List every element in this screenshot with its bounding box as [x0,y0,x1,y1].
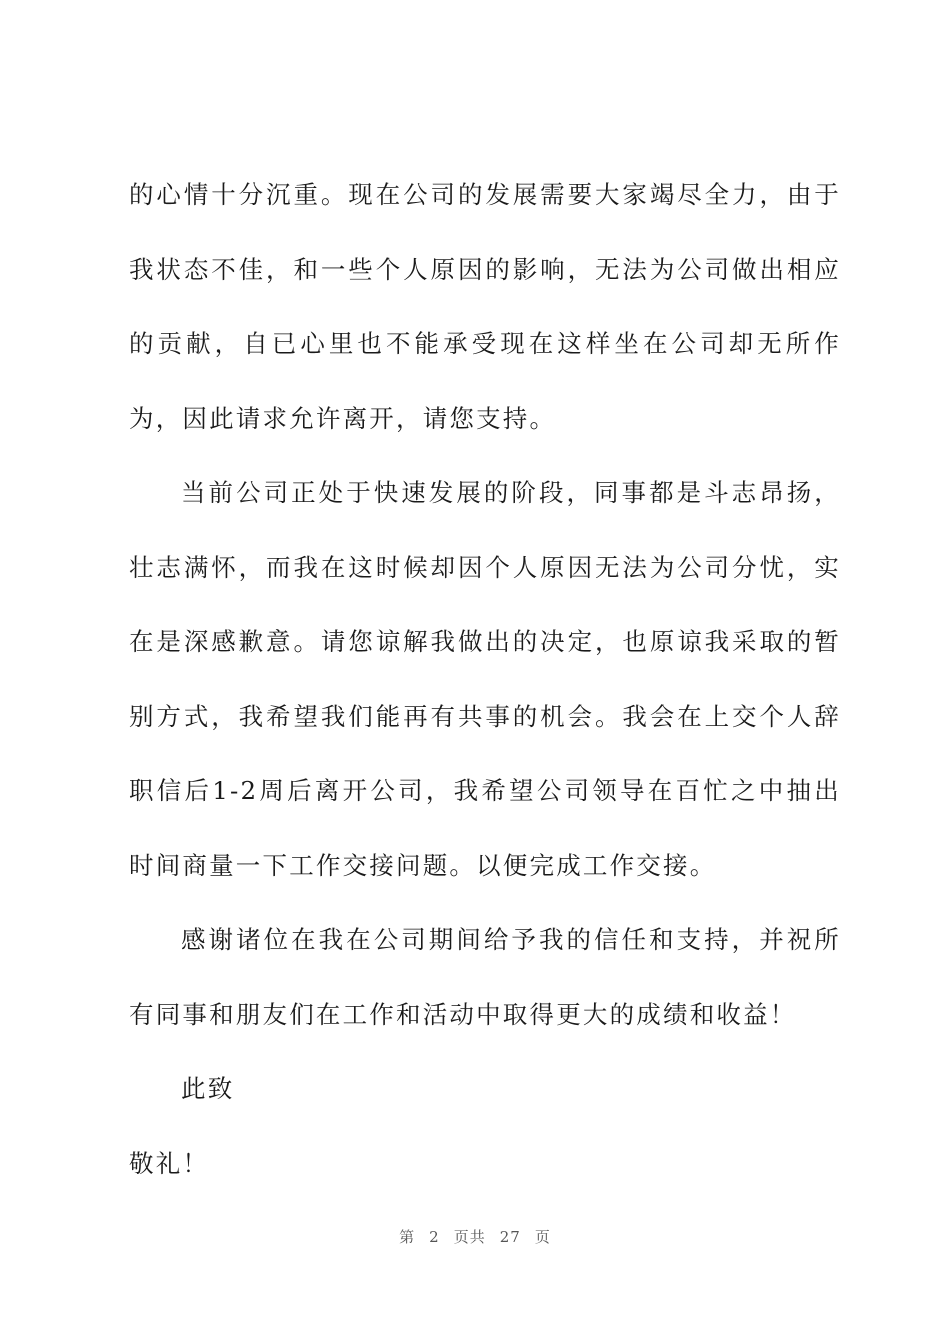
paragraph-continuation: 的心情十分沉重。现在公司的发展需要大家竭尽全力，由于我状态不佳，和一些个人原因的影响，无法为公司做出相应的贡献，自已心里也不能承受现在这样坐在公司却无所作为，因此请求允许离开，请您支持。 [129,180,841,433]
footer-total-pages: 27 [499,1228,521,1246]
footer-current-page: 2 [429,1228,440,1246]
closing-regards: 敬礼！ [129,1148,210,1178]
footer-suffix: 页 [534,1228,551,1246]
page-number-footer [0,1226,950,1247]
paragraph-thanks: 感谢诸位在我在公司期间给予我的信任和支持，并祝所有同事和朋友们在工作和活动中取得更大的成绩和收益！ [129,925,841,1029]
paragraph-company-development: 当前公司正处于快速发展的阶段，同事都是斗志昂扬，壮志满怀，而我在这时候却因个人原因无法为公司分忧，实在是深感歉意。请您谅解我做出的决定，也原谅我采取的暂别方式，我希望我们能再有共事的机会。我会在上交个人辞职信后1-2周后离开公司，我希望公司领导在百忙之中抽出时间商量一下工作交接问题。以便完成工作交接。 [129,478,841,880]
footer-middle: 页共 [453,1228,486,1246]
letter-body [129,158,841,1201]
closing-salutation: 此致 [181,1074,235,1103]
footer-prefix: 第 [399,1228,416,1246]
